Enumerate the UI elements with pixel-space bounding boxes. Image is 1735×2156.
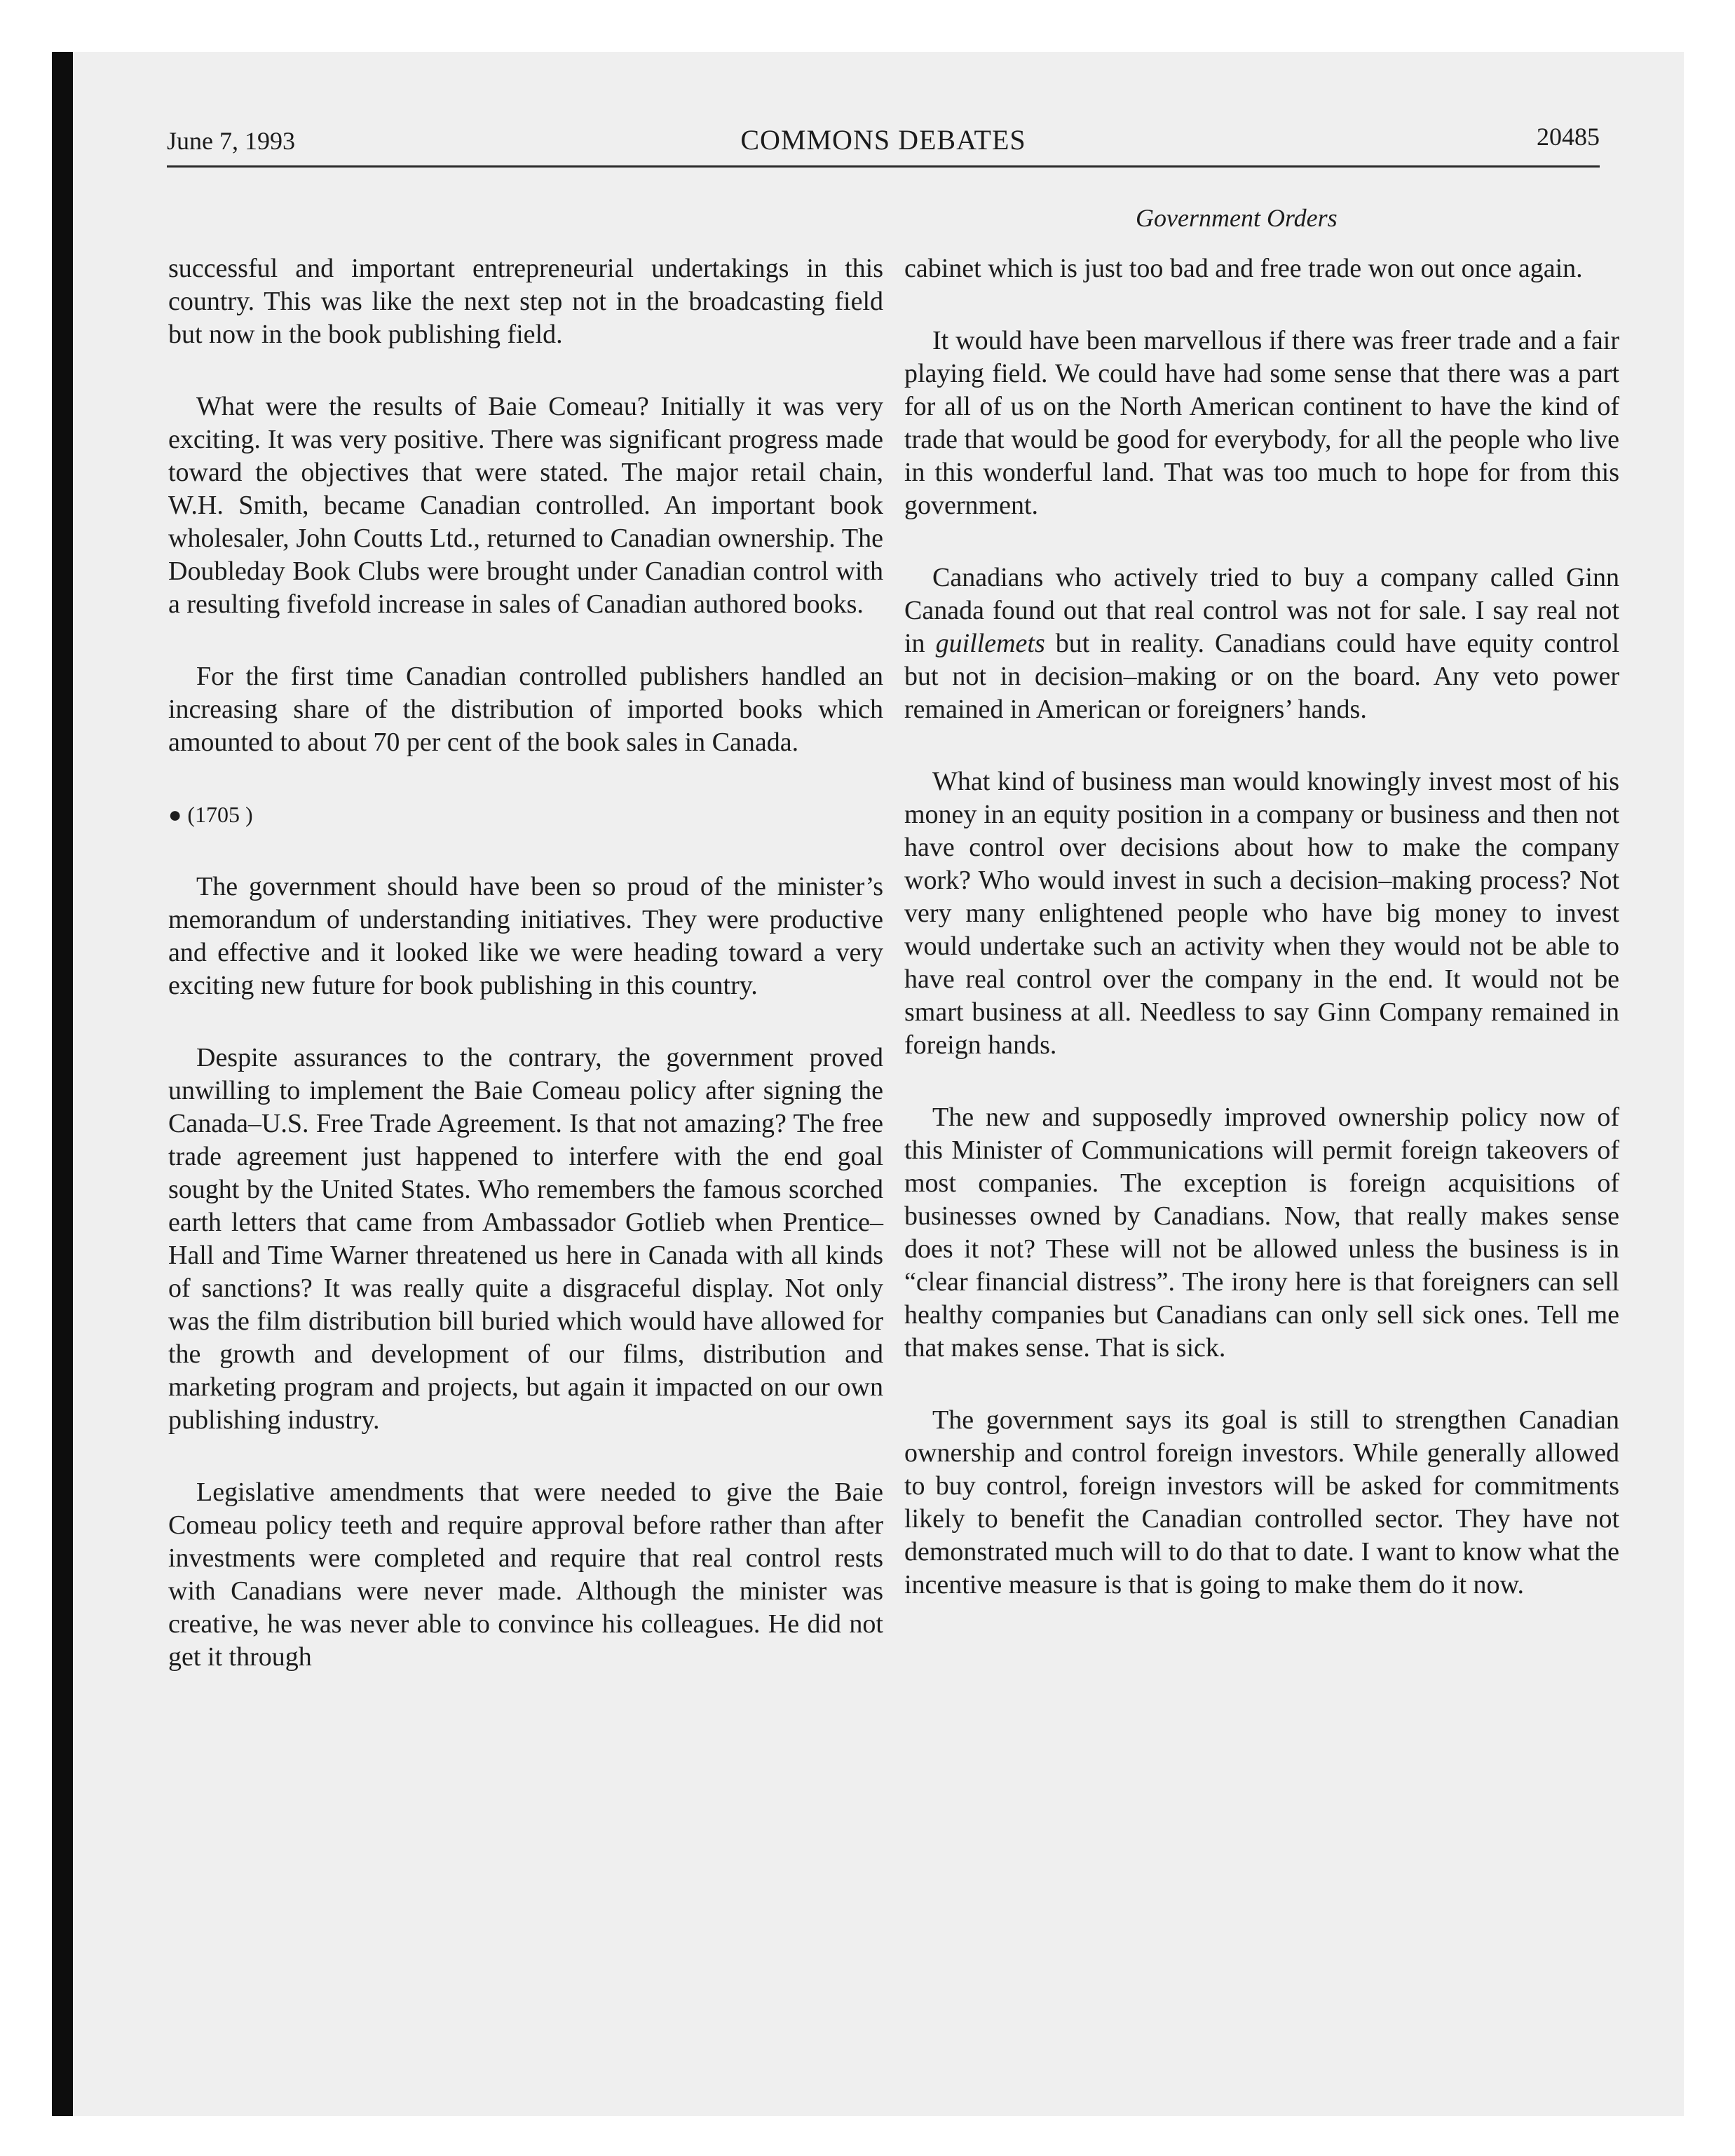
- paragraph: The new and supposedly improved ownership policy now of this Minister of Communications will permit foreign takeovers of most companies. The exception is foreign acquisitions of businesses owned by Canadians. Now, that really makes sense does it not? These will not be allowed unless the business is in “clear financial distress”. The irony here is that foreigners can sell healthy companies but Canadians can only sell sick ones. Tell me that makes sense. That is sick.: [904, 1103, 1619, 1363]
- binding-edge: [52, 52, 73, 2116]
- paragraph-text: Canadians who actively tried to buy a company called Ginn Canada found out that real control was not for sale. I say real not in: [904, 563, 1619, 658]
- paragraph-text: but in reality. Canadians could have equity control but not in decision–making or on the board. Any veto power remained in American or foreigners’ hands.: [904, 629, 1619, 724]
- right-column: [904, 252, 1619, 1641]
- paragraph: [904, 561, 1619, 726]
- paragraph: successful and important entrepreneurial undertakings in this country. This was like the next step not in the broadcasting field but now in the book publishing field.: [168, 254, 883, 349]
- page-header: [167, 119, 1600, 165]
- bullet-icon: ●: [168, 802, 182, 827]
- section-label: Government Orders: [1136, 204, 1338, 232]
- paragraph: cabinet which is just too bad and free trade won out once again.: [904, 254, 1583, 283]
- paragraph: What kind of business man would knowingly invest most of his money in an equity position in a company or business and then not have control over decisions about how to make the company work? Who would invest in such a decision–making process? Not very many enlightened people who have big money to invest would undertake such an activity when they would not be able to have real control over the company in the end. It would not be smart business at all. Needless to say Ginn Company remained in foreign hands.: [904, 767, 1619, 1060]
- paragraph: For the first time Canadian controlled publishers handled an increasing share of the distribution of imported books which amounted to about 70 per cent of the book sales in Canada.: [168, 662, 883, 757]
- page-number: 20485: [1537, 123, 1600, 151]
- header-title: COMMONS DEBATES: [740, 124, 1026, 156]
- left-column: [168, 252, 883, 1713]
- header-date: June 7, 1993: [167, 127, 295, 155]
- italic-term: guillemets: [935, 629, 1045, 658]
- paragraph: The government should have been so proud of the minister’s memorandum of understanding initiatives. They were productive and effective and it looked like we were heading toward a very exciting new future for book publishing in this country.: [168, 872, 883, 1000]
- paragraph: Despite assurances to the contrary, the government proved unwilling to implement the Baie Comeau policy after signing the Canada–U.S. Free Trade Agreement. Is that not amazing? The free trade agreement just happened to interfere with the end goal sought by the United States. Who remembers the famous scorched earth letters that came from Ambassador Gotlieb when Prentice–Hall and Time Warner threatened us here in Canada with all kinds of sanctions? It was really quite a disgraceful display. Not only was the film distribution bill buried which would have allowed for the growth and development of our films, distribution and marketing program and projects, but again it impacted on our own publishing industry.: [168, 1043, 883, 1435]
- time-marker-text: (1705 ): [187, 802, 253, 827]
- paragraph: What were the results of Baie Comeau? Initially it was very exciting. It was very positive. There was significant progress made toward the objectives that were stated. The major retail chain, W.H. Smith, became Canadian controlled. An important book wholesaler, John Coutts Ltd., returned to Canadian ownership. The Doubleday Book Clubs were brought under Canadian control with a resulting fivefold increase in sales of Canadian authored books.: [168, 392, 883, 619]
- paragraph: The government says its goal is still to strengthen Canadian ownership and control foreign investors. While generally allowed to buy control, foreign investors will be asked for commitments likely to benefit the Canadian controlled sector. They have not demonstrated much will to do that to date. I want to know what the incentive measure is that is going to make them do it now.: [904, 1405, 1619, 1599]
- time-marker: [168, 798, 883, 831]
- header-rule: [167, 165, 1600, 168]
- paragraph: Legislative amendments that were needed to give the Baie Comeau policy teeth and require approval before rather than after investments were completed and require that real control rests with Canadians were never made. Although the minister was creative, he was never able to convince his colleagues. He did not get it through: [168, 1478, 883, 1672]
- paragraph: It would have been marvellous if there was freer trade and a fair playing field. We could have had some sense that there was a part for all of us on the North American continent to have the kind of trade that would be good for everybody, for all the people who live in this wonderful land. That was too much to hope for from this government.: [904, 326, 1619, 520]
